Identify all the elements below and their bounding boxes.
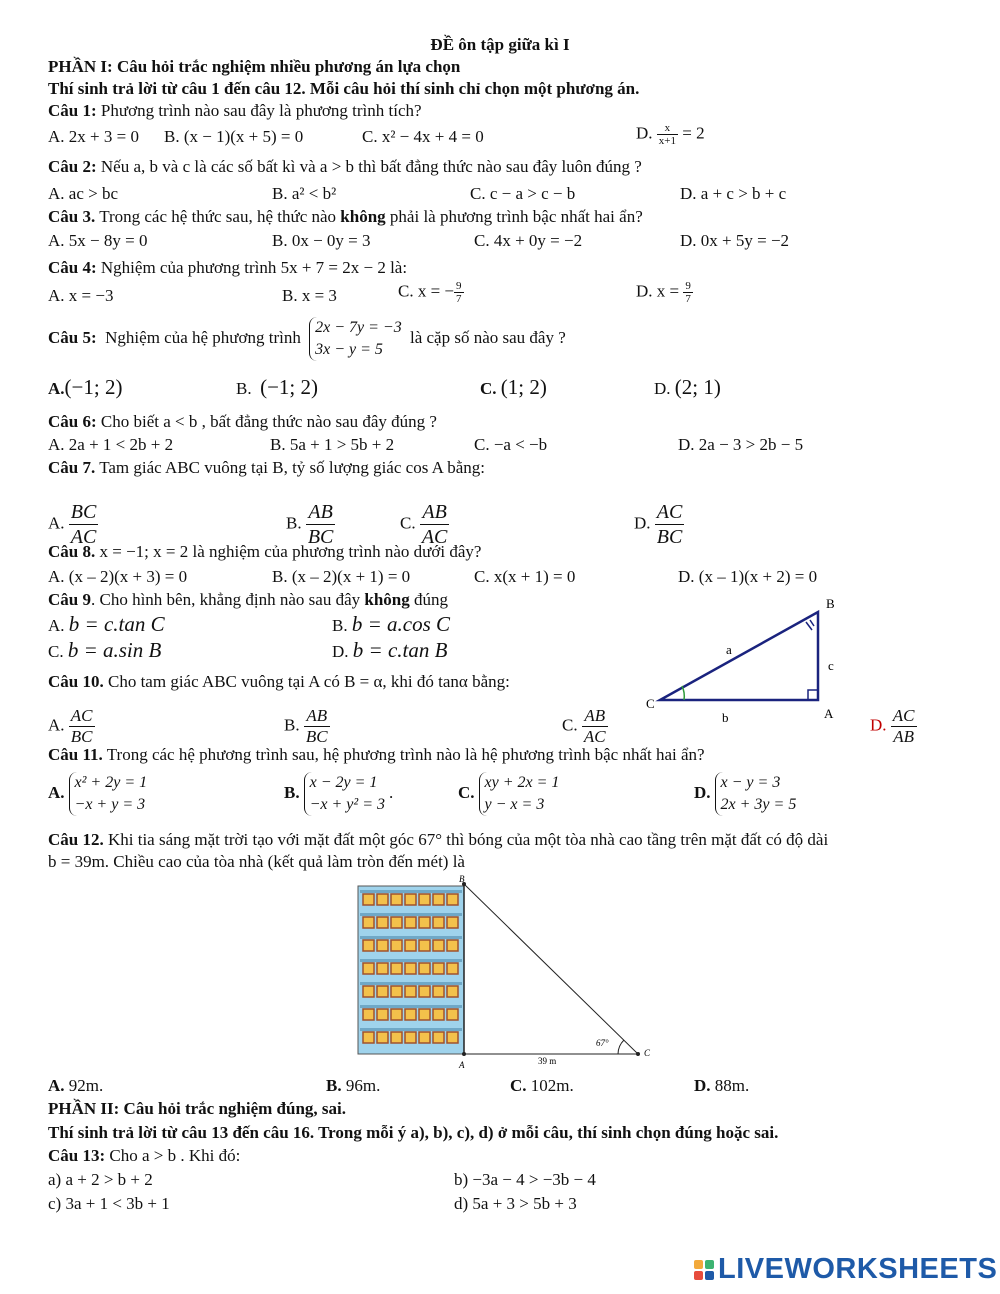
q10-option-c[interactable]: C. $\frac{AB}{AC}$ (562, 706, 606, 746)
building-window (433, 963, 444, 974)
q3-stem: Câu 3. Trong các hệ thức sau, hệ thức nào không phải là phương trình bậc nhất hai ẩn? (48, 207, 643, 226)
q8-option-d[interactable]: D. (x – 1)(x + 2) = 0 (678, 567, 818, 586)
triangle-abc (660, 612, 818, 700)
q3-option-a[interactable]: A. 5x − 8y = 0 (48, 231, 148, 250)
q1-stem: Câu 1: Phương trình nào sau đây là phương trình tích? (48, 101, 422, 120)
q5-option-d[interactable]: D. (2; 1) (654, 375, 721, 399)
q2-option-c[interactable]: C. c − a > c − b (470, 184, 576, 203)
building-window (419, 894, 430, 905)
fig-label-b: B (826, 596, 835, 611)
building-window (447, 940, 458, 951)
building-window (433, 986, 444, 997)
q7-option-a[interactable]: A. $\frac{BC}{AC}$ (48, 501, 97, 548)
a-label: A (459, 1060, 465, 1070)
liveworksheets-logo: LIVEWORKSHEETS (694, 1253, 997, 1286)
q12-building-figure (352, 874, 662, 1074)
q1-option-b[interactable]: B. (x − 1)(x + 5) = 0 (164, 127, 304, 146)
building-window (377, 1032, 388, 1043)
building-window (391, 894, 402, 905)
building-window (405, 940, 416, 951)
building-window (377, 940, 388, 951)
q12-option-c[interactable]: C. 102m. (510, 1076, 574, 1095)
building-window (405, 986, 416, 997)
part1-heading: PHẦN I: Câu hỏi trắc nghiệm nhiều phương án lựa chọn (48, 57, 461, 76)
q12-stem: Câu 12. Khi tia sáng mặt trời tạo với mặt đất một góc 67° thì bóng của một tòa nhà cao tầng trên mặt đất có độ dài (48, 830, 829, 849)
building-window (447, 917, 458, 928)
building-window (433, 894, 444, 905)
building-window (447, 1032, 458, 1043)
q1-option-a[interactable]: A. 2x + 3 = 0 (48, 127, 139, 146)
part2-instruction: Thí sinh trả lời từ câu 13 đến câu 16. Trong mỗi ý a), b), c), d) ở mỗi câu, thí sinh chọn đúng hoặc sai. (48, 1123, 779, 1142)
q13-option-b[interactable]: b) −3a − 4 > −3b − 4 (454, 1170, 596, 1189)
c-label: C (644, 1048, 651, 1058)
q7-option-c[interactable]: C. $\frac{AB}{AC}$ (400, 501, 448, 548)
building-window (363, 917, 374, 928)
q11-option-d[interactable]: D. x − y = 3 2x + 3y = 5 (694, 772, 800, 816)
q7-option-d[interactable]: D. $\frac{AC}{BC}$ (634, 501, 683, 548)
floor-band (360, 890, 462, 893)
building-window (391, 963, 402, 974)
building-window (363, 1009, 374, 1020)
floor-band (360, 1005, 462, 1008)
q11-option-a[interactable]: A. x² + 2y = 1 −x + y = 3 (48, 772, 151, 816)
building-window (391, 986, 402, 997)
q6-option-a[interactable]: A. 2a + 1 < 2b + 2 (48, 435, 174, 454)
angle-b-mark (806, 620, 814, 630)
q7-stem: Câu 7. Tam giác ABC vuông tại B, tỷ số lượng giác cos A bằng: (48, 458, 485, 477)
building-window (405, 894, 416, 905)
fig-label-side-a: a (726, 642, 732, 657)
q2-option-d[interactable]: D. a + c > b + c (680, 184, 787, 203)
fig-label-c: C (646, 696, 655, 711)
point-c (636, 1052, 640, 1056)
q6-stem: Câu 6: Cho biết a < b , bất đẳng thức nào sau đây đúng ? (48, 412, 437, 431)
q12-stem-line2: b = 39m. Chiều cao của tòa nhà (kết quả làm tròn đến mét) là (48, 852, 465, 871)
q2-option-b[interactable]: B. a² < b² (272, 184, 337, 203)
q5-option-c[interactable]: C. (1; 2) (480, 375, 547, 399)
angle-c-arc (682, 686, 684, 700)
building-window (447, 894, 458, 905)
part2-heading: PHẦN II: Câu hỏi trắc nghiệm đúng, sai. (48, 1099, 347, 1118)
q3-option-d[interactable]: D. 0x + 5y = −2 (680, 231, 790, 250)
building-window (377, 986, 388, 997)
q8-option-a[interactable]: A. (x – 2)(x + 3) = 0 (48, 567, 188, 586)
q7-option-b[interactable]: B. $\frac{AB}{BC}$ (286, 501, 334, 548)
building-window (405, 1032, 416, 1043)
q6-option-b[interactable]: B. 5a + 1 > 5b + 2 (270, 435, 395, 454)
sun-ray-line (464, 884, 638, 1054)
q4-stem: Câu 4: Nghiệm của phương trình 5x + 7 = 2x − 2 là: (48, 258, 408, 277)
building-window (405, 917, 416, 928)
building-window (419, 940, 430, 951)
building-window (419, 963, 430, 974)
building-window (363, 986, 374, 997)
q4-option-c[interactable]: C. x = − $\frac{9}{7}$ (398, 280, 462, 305)
q6-option-d[interactable]: D. 2a − 3 > 2b − 5 (678, 435, 804, 454)
q2-option-a[interactable]: A. ac > bc (48, 184, 119, 203)
fig-label-side-b: b (722, 710, 729, 725)
q9-option-b[interactable]: B. b = a.cos C (332, 612, 451, 636)
q3-option-b[interactable]: B. 0x − 0y = 3 (272, 231, 371, 250)
building-window (419, 917, 430, 928)
q9-stem: Câu 9. Cho hình bên, khẳng định nào sau đây không đúng (48, 590, 448, 609)
building-window (391, 917, 402, 928)
q11-option-c[interactable]: C. xy + 2x = 1 y − x = 3 (458, 772, 563, 816)
page-title: ĐỀ ôn tập giữa kì I (430, 35, 570, 54)
q9-option-a[interactable]: A. b = c.tan C (48, 612, 165, 636)
q13-stem: Câu 13: Cho a > b . Khi đó: (48, 1146, 241, 1165)
building-window (447, 1009, 458, 1020)
fig-label-a: A (824, 706, 834, 721)
q12-option-a[interactable]: A. 92m. (48, 1076, 104, 1095)
building-window (377, 963, 388, 974)
building-window (433, 1009, 444, 1020)
building-window (377, 917, 388, 928)
q10-stem: Câu 10. Cho tam giác ABC vuông tại A có B = α, khi đó tanα bằng: (48, 672, 510, 691)
building-window (405, 963, 416, 974)
angle-label: 67° (596, 1038, 609, 1048)
part1-instruction: Thí sinh trả lời từ câu 1 đến câu 12. Mỗi câu hỏi thí sinh chỉ chọn một phương án. (48, 79, 640, 98)
q10-option-a[interactable]: A. $\frac{AC}{BC}$ (48, 706, 93, 746)
q4-option-d[interactable]: D. x = $\frac{9}{7}$ (636, 280, 691, 305)
q9-triangle-figure (640, 592, 850, 732)
q11-stem: Câu 11. Trong các hệ phương trình sau, hệ phương trình nào là hệ phương trình bậc nhất hai ẩn? (48, 745, 705, 764)
q5-system: 2x − 7y = −3 3x − y = 5 (309, 317, 402, 361)
floor-band (360, 959, 462, 962)
q10-option-d[interactable]: D. $\frac{AC}{AB}$ (870, 706, 915, 746)
building-window (377, 894, 388, 905)
point-a (462, 1052, 466, 1056)
building-window (391, 1032, 402, 1043)
q9-option-d[interactable]: D. b = c.tan B (332, 638, 448, 662)
building-window (447, 963, 458, 974)
q10-option-b[interactable]: B. $\frac{AB}{BC}$ (284, 706, 328, 746)
q4-option-a[interactable]: A. x = −3 (48, 286, 114, 305)
building-window (419, 986, 430, 997)
building-window (363, 963, 374, 974)
building-window (419, 1009, 430, 1020)
q11-option-b[interactable]: B. x − 2y = 1 −x + y² = 3 . (284, 772, 393, 816)
q5-stem: Câu 5: Nghiệm của hệ phương trình 2x − 7y = −3 3x − y = 5 là cặp số nào sau đây ? (48, 317, 566, 361)
q1-option-c[interactable]: C. x² − 4x + 4 = 0 (362, 127, 484, 146)
building-window (363, 1032, 374, 1043)
building-window (363, 894, 374, 905)
fig-label-side-c: c (828, 658, 834, 673)
angle-arc (618, 1040, 624, 1054)
q6-option-c[interactable]: C. −a < −b (474, 435, 548, 454)
building-window (405, 1009, 416, 1020)
q9-option-c[interactable]: C. b = a.sin B (48, 638, 162, 662)
q13-option-c[interactable]: c) 3a + 1 < 3b + 1 (48, 1194, 170, 1213)
q13-option-d[interactable]: d) 5a + 3 > 5b + 3 (454, 1194, 577, 1213)
q12-option-d[interactable]: D. 88m. (694, 1076, 750, 1095)
q13-option-a[interactable]: a) a + 2 > b + 2 (48, 1170, 153, 1189)
building-window (419, 1032, 430, 1043)
floor-band (360, 913, 462, 916)
q8-option-b[interactable]: B. (x – 2)(x + 1) = 0 (272, 567, 411, 586)
q8-option-c[interactable]: C. x(x + 1) = 0 (474, 567, 576, 586)
building-window (433, 1032, 444, 1043)
q2-stem: Câu 2: Nếu a, b và c là các số bất kì và a > b thì bất đẳng thức nào sau đây luôn đúng ? (48, 157, 642, 176)
floor-band (360, 936, 462, 939)
floor-band (360, 1028, 462, 1031)
building-window (433, 940, 444, 951)
q12-option-b[interactable]: B. 96m. (326, 1076, 381, 1095)
right-angle-mark (808, 690, 818, 700)
logo-mark-icon (694, 1260, 714, 1280)
building-window (377, 1009, 388, 1020)
q4-option-b[interactable]: B. x = 3 (282, 286, 337, 305)
floor-band (360, 982, 462, 985)
q5-option-a[interactable]: A.(−1; 2) (48, 375, 123, 399)
b-label: B (459, 874, 465, 884)
q5-option-b[interactable]: B. (−1; 2) (236, 375, 319, 399)
building-window (447, 986, 458, 997)
building-window (433, 917, 444, 928)
building-window (391, 1009, 402, 1020)
length-label: 39 m (538, 1056, 557, 1066)
building-window (363, 940, 374, 951)
q3-option-c[interactable]: C. 4x + 0y = −2 (474, 231, 583, 250)
building-window (391, 940, 402, 951)
q1-option-d[interactable]: D. $\frac{x}{x+1}$ = 2 (636, 122, 705, 147)
q8-stem: Câu 8. x = −1; x = 2 là nghiệm của phương trình nào dưới đây? (48, 542, 482, 561)
